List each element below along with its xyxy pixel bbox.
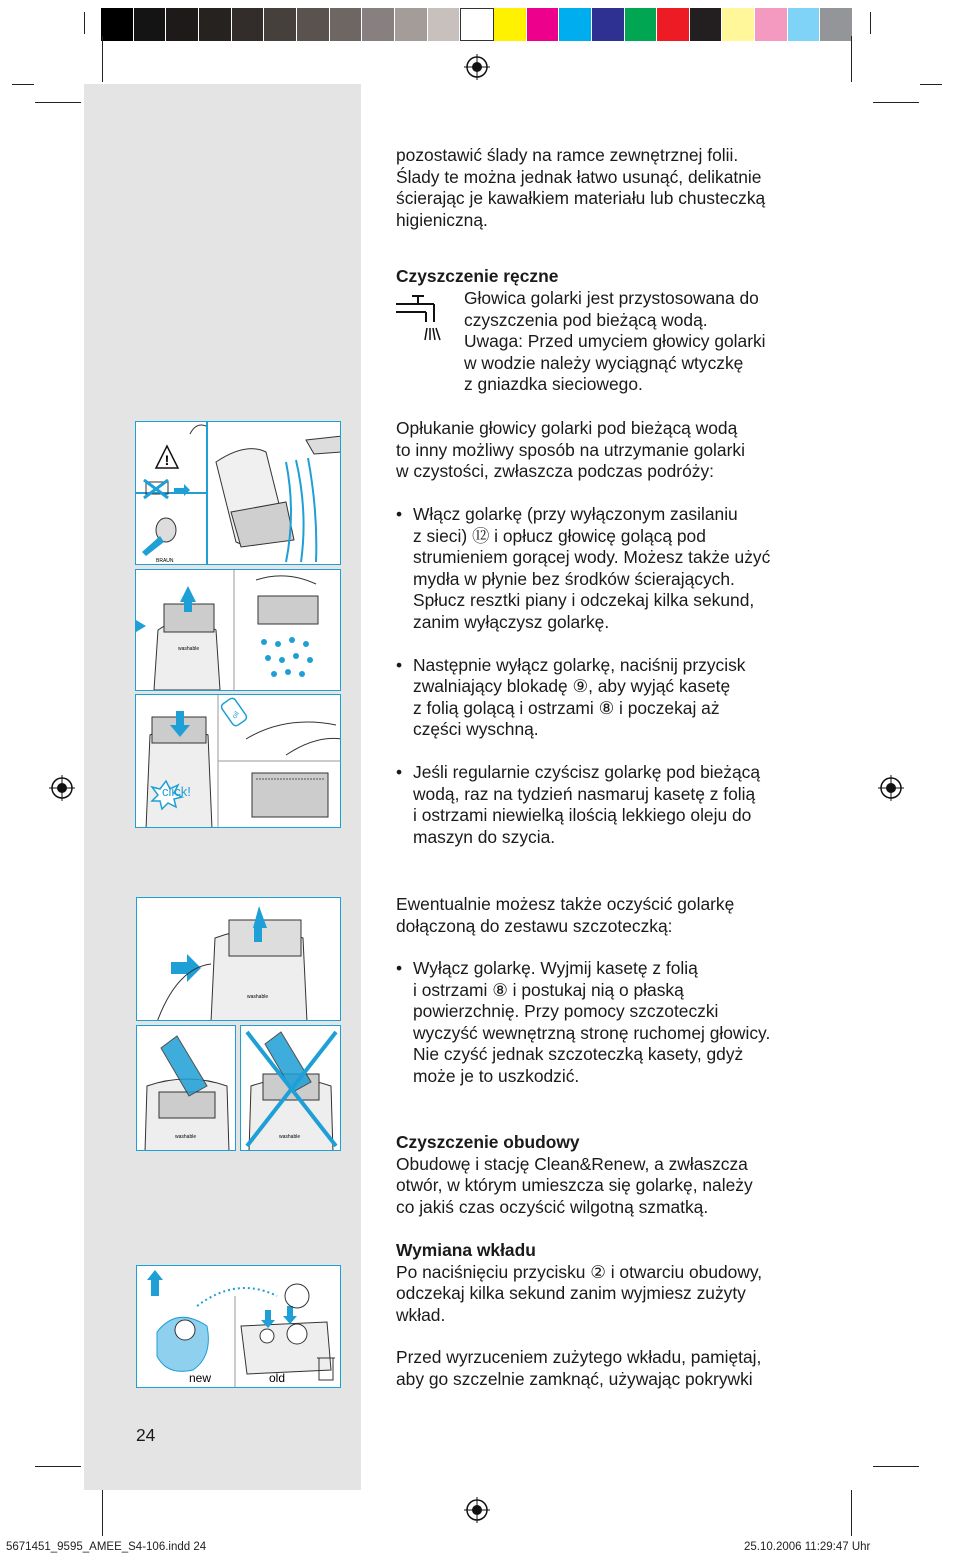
- list-item: • Następnie wyłącz golarkę, naciśnij przycisk zwalniający blokadę ⑨, aby wyjąć kasetę z folią golącą i ostrzami ⑧ i poczekaj aż części wyschną.: [396, 654, 746, 740]
- color-swatch: [330, 8, 363, 41]
- crop-mark: [870, 12, 871, 34]
- svg-text:washable: washable: [175, 1134, 197, 1140]
- crop-mark: [35, 102, 81, 103]
- color-swatch: [134, 8, 167, 41]
- svg-text:washable: washable: [178, 646, 200, 652]
- list-item: • Włącz golarkę (przy wyłączonym zasilaniu z sieci) ⑫ i opłucz głowicę golącą pod strumieniem gorącej wody. Możesz także użyć mydła w płynie bez środków ścierających. Spłucz resztki piany i odczekaj kilka sekund, zanim wyłączysz golarkę.: [396, 504, 771, 632]
- figure-brush-head: [136, 1025, 236, 1151]
- color-swatch: [788, 8, 821, 41]
- color-calibration-bar: [101, 8, 853, 41]
- manual-cleaning-paragraph: Głowica golarki jest przystosowana do czyszczenia pod bieżącą wodą. Uwaga: Przed umyciem głowicy golarki w wodzie należy wyciągnąć wtyczkę z gniazdka sieciowego.: [464, 288, 766, 395]
- color-swatch: [625, 8, 658, 41]
- bullet-icon: •: [396, 654, 403, 675]
- page-number: 24: [136, 1425, 156, 1445]
- color-swatch: [494, 8, 527, 41]
- cartridge-replacement-drawing-icon: [137, 1266, 341, 1388]
- heading-housing: Czyszczenie obudowy: [396, 1132, 580, 1152]
- crop-mark: [851, 36, 852, 82]
- bullet-icon: •: [396, 504, 403, 524]
- color-swatch: [395, 8, 428, 41]
- list-item: • Jeśli regularnie czyścisz golarkę pod bieżącą wodą, raz na tydzień nasmaruj kasetę z folią i ostrzami niewielką ilością lekkiego oleju do maszyn do szycia.: [396, 761, 761, 847]
- svg-text:washable: washable: [279, 1134, 301, 1140]
- crop-mark: [102, 36, 103, 82]
- bullet-icon: •: [396, 761, 403, 782]
- cartridge-section: Wymiana wkładu Po naciśnięciu przycisku ② i otwarciu obudowy, odczekaj kilka sekund zanim wyjmiesz zużyty wkład. Przed wyrzuceniem zużytego wkładu, pamiętaj, aby go szczelnie zamknąć, używając pokrywki: [396, 1240, 826, 1391]
- cassette-removal-drawing-icon: [137, 898, 341, 1021]
- crop-mark: [35, 1466, 81, 1467]
- brush-paragraph: Ewentualnie możesz także oczyścić golarkę dołączoną do zestawu szczoteczką:: [396, 894, 735, 936]
- footer-timestamp: 25.10.2006 11:29:47 Uhr: [744, 1541, 871, 1553]
- color-swatch: [232, 8, 265, 41]
- shaver-rinse-drawing-icon: [136, 422, 341, 565]
- color-swatch: [690, 8, 723, 41]
- svg-text:BRAUN: BRAUN: [156, 558, 174, 564]
- svg-text:click!: click!: [162, 784, 191, 799]
- crop-mark: [12, 84, 34, 85]
- color-swatch: [592, 8, 625, 41]
- svg-text:washable: washable: [247, 994, 269, 1000]
- color-swatch: [657, 8, 690, 41]
- registration-mark-icon: [464, 1497, 490, 1523]
- svg-text:!: !: [164, 452, 170, 468]
- figure-remove-cartridge: [135, 569, 341, 691]
- list-item: • Wyłącz golarkę. Wyjmij kasetę z folią i ostrzami ⑧ i postukaj nią o płaską powierzchnię. Przy pomocy szczoteczki wyczyść wewnętrzną stronę ruchomej głowicy. Nie czyść jednak szczoteczką kasety, gdyż może je to uszkodzić.: [396, 958, 771, 1086]
- color-swatch: [820, 8, 853, 41]
- color-swatch: [722, 8, 755, 41]
- figure-brush-cassette-forbidden: [240, 1025, 341, 1151]
- figure-rinse-under-tap: [135, 421, 341, 565]
- cartridge-drying-drawing-icon: [136, 570, 341, 691]
- intro-paragraph: pozostawić ślady na ramce zewnętrznej folii. Ślady te można jednak łatwo usunąć, delikatnie ścierając je kawałkiem materiału lub chusteczką higieniczną.: [396, 145, 766, 230]
- crop-mark: [873, 1466, 919, 1467]
- crop-mark: [84, 12, 85, 34]
- color-swatch: [428, 8, 461, 41]
- figure-replace-cartridge: [136, 1265, 341, 1388]
- old-label: old: [269, 1371, 286, 1385]
- color-swatch: [559, 8, 592, 41]
- figure-remove-cassette: [136, 897, 341, 1021]
- water-tap-icon: [396, 292, 452, 342]
- bullet-list-brush: [396, 958, 826, 1088]
- color-swatch: [362, 8, 395, 41]
- bullet-icon: •: [396, 958, 403, 978]
- color-swatch: [527, 8, 560, 41]
- heading-manual-cleaning: Czyszczenie ręczne: [396, 266, 559, 286]
- crop-mark: [873, 102, 919, 103]
- figure-oil-cartridge: [135, 694, 341, 828]
- color-swatch: [166, 8, 199, 41]
- oiling-drawing-icon: [136, 695, 341, 828]
- rinse-paragraph: Opłukanie głowicy golarki pod bieżącą wodą to inny możliwy sposób na utrzymanie golarki w czystości, zwłaszcza podczas podróży:: [396, 418, 745, 482]
- registration-mark-icon: [878, 775, 904, 801]
- registration-mark-icon: [464, 54, 490, 80]
- color-swatch: [199, 8, 232, 41]
- brush-drawing-icon: [137, 1026, 236, 1151]
- svg-text:oil: oil: [231, 710, 241, 721]
- heading-cartridge: Wymiana wkładu: [396, 1240, 536, 1260]
- housing-section: Czyszczenie obudowy Obudowę i stację Clean&Renew, a zwłaszcza otwór, w którym umieszcza się golarkę, należy co jakiś czas oczyścić wilgotną szmatką.: [396, 1132, 826, 1218]
- forbidden-cross-icon: [241, 1026, 341, 1151]
- crop-mark: [851, 1490, 852, 1536]
- color-swatch: [264, 8, 297, 41]
- color-swatch: [101, 8, 134, 41]
- color-swatch: [460, 8, 494, 41]
- crop-mark: [920, 84, 942, 85]
- bullet-list-rinse: [396, 504, 826, 848]
- registration-mark-icon: [49, 775, 75, 801]
- new-label: new: [189, 1371, 212, 1385]
- color-swatch: [755, 8, 788, 41]
- crop-mark: [102, 1490, 103, 1536]
- color-swatch: [297, 8, 330, 41]
- footer-file-info: 5671451_9595_AMEE_S4-106.indd 24: [6, 1541, 207, 1553]
